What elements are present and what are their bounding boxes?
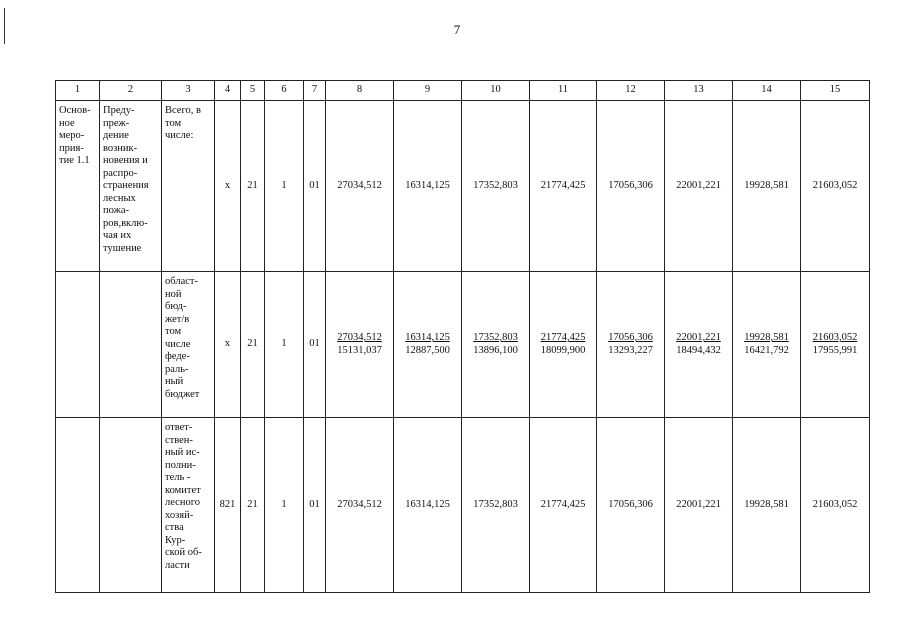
col-header-10: 10 xyxy=(462,81,530,101)
page-number: 7 xyxy=(453,22,461,37)
activity-cell: Основ- ное меро- прия- тие 1.1 xyxy=(56,101,100,272)
regional-budget-value: 27034,512 xyxy=(337,332,382,343)
value-cell: 27034,512 xyxy=(326,101,394,272)
value-cell xyxy=(597,272,665,418)
regional-budget-value: 21774,425 xyxy=(540,332,586,343)
funding-source-cell: област- ной бюд- жет/в том числе феде- раль- ный бюджет xyxy=(162,272,215,418)
code-cell: 1 xyxy=(265,272,304,418)
regional-budget-value: 17352,803 xyxy=(473,332,518,343)
col-header-6: 6 xyxy=(265,81,304,101)
value-cell xyxy=(462,272,530,418)
col-header-3: 3 xyxy=(162,81,215,101)
activity-description-cell: Преду- преж- дение возник- новения и распро- странения лесных пожа- ров,вклю- чая их тушение xyxy=(100,101,162,272)
value-cell xyxy=(394,272,462,418)
regional-budget-value: 22001,221 xyxy=(676,332,721,343)
table-row-responsible-executor xyxy=(56,418,870,593)
value-cell: 16314,125 xyxy=(394,418,462,593)
col-header-15: 15 xyxy=(801,81,870,101)
col-header-7: 7 xyxy=(304,81,326,101)
code-cell: 01 xyxy=(304,272,326,418)
value-cell xyxy=(326,272,394,418)
code-cell: 1 xyxy=(265,418,304,593)
regional-budget-value: 16314,125 xyxy=(405,332,450,343)
budget-table-container xyxy=(55,80,867,593)
col-header-4: 4 xyxy=(215,81,241,101)
value-cell: 21774,425 xyxy=(530,101,597,272)
value-cell: 17056,306 xyxy=(597,101,665,272)
code-cell: х xyxy=(215,101,241,272)
value-cell xyxy=(530,272,597,418)
col-header-12: 12 xyxy=(597,81,665,101)
regional-budget-value: 17056,306 xyxy=(608,332,653,343)
value-cell: 17352,803 xyxy=(462,418,530,593)
value-cell xyxy=(733,272,801,418)
code-cell: 01 xyxy=(304,101,326,272)
code-cell: 01 xyxy=(304,418,326,593)
budget-table xyxy=(55,80,870,593)
federal-budget-value: 15131,037 xyxy=(337,344,382,356)
col-header-14: 14 xyxy=(733,81,801,101)
code-cell: 21 xyxy=(241,272,265,418)
value-cell: 19928,581 xyxy=(733,418,801,593)
left-margin-rule xyxy=(4,8,5,44)
value-cell: 19928,581 xyxy=(733,101,801,272)
regional-budget-value: 21603,052 xyxy=(812,332,858,343)
federal-budget-value: 18099,900 xyxy=(540,344,586,356)
activity-description-cell xyxy=(100,418,162,593)
value-cell: 17056,306 xyxy=(597,418,665,593)
header-row xyxy=(56,81,870,101)
value-cell: 21774,425 xyxy=(530,418,597,593)
col-header-13: 13 xyxy=(665,81,733,101)
col-header-5: 5 xyxy=(241,81,265,101)
value-cell: 21603,052 xyxy=(801,101,870,272)
value-cell: 16314,125 xyxy=(394,101,462,272)
federal-budget-value: 13293,227 xyxy=(608,344,653,356)
activity-description-cell xyxy=(100,272,162,418)
federal-budget-value: 16421,792 xyxy=(744,344,789,356)
col-header-11: 11 xyxy=(530,81,597,101)
code-cell: х xyxy=(215,272,241,418)
activity-cell xyxy=(56,418,100,593)
value-cell xyxy=(801,272,870,418)
code-cell: 21 xyxy=(241,101,265,272)
federal-budget-value: 18494,432 xyxy=(676,344,721,356)
funding-source-cell: Всего, в том числе: xyxy=(162,101,215,272)
table-row-total xyxy=(56,101,870,272)
value-cell: 21603,052 xyxy=(801,418,870,593)
code-cell: 21 xyxy=(241,418,265,593)
value-cell: 17352,803 xyxy=(462,101,530,272)
col-header-9: 9 xyxy=(394,81,462,101)
code-cell: 1 xyxy=(265,101,304,272)
value-cell: 22001,221 xyxy=(665,418,733,593)
federal-budget-value: 17955,991 xyxy=(812,344,858,356)
funding-source-cell: ответ- ствен- ный ис- полни- тель - комитет лесного хозяй- ства Кур- ской об- ласти xyxy=(162,418,215,593)
col-header-1: 1 xyxy=(56,81,100,101)
value-cell: 22001,221 xyxy=(665,101,733,272)
federal-budget-value: 13896,100 xyxy=(473,344,518,356)
value-cell xyxy=(665,272,733,418)
activity-cell xyxy=(56,272,100,418)
federal-budget-value: 12887,500 xyxy=(405,344,450,356)
col-header-8: 8 xyxy=(326,81,394,101)
code-cell: 821 xyxy=(215,418,241,593)
regional-budget-value: 19928,581 xyxy=(744,332,789,343)
col-header-2: 2 xyxy=(100,81,162,101)
table-row-regional-budget xyxy=(56,272,870,418)
value-cell: 27034,512 xyxy=(326,418,394,593)
